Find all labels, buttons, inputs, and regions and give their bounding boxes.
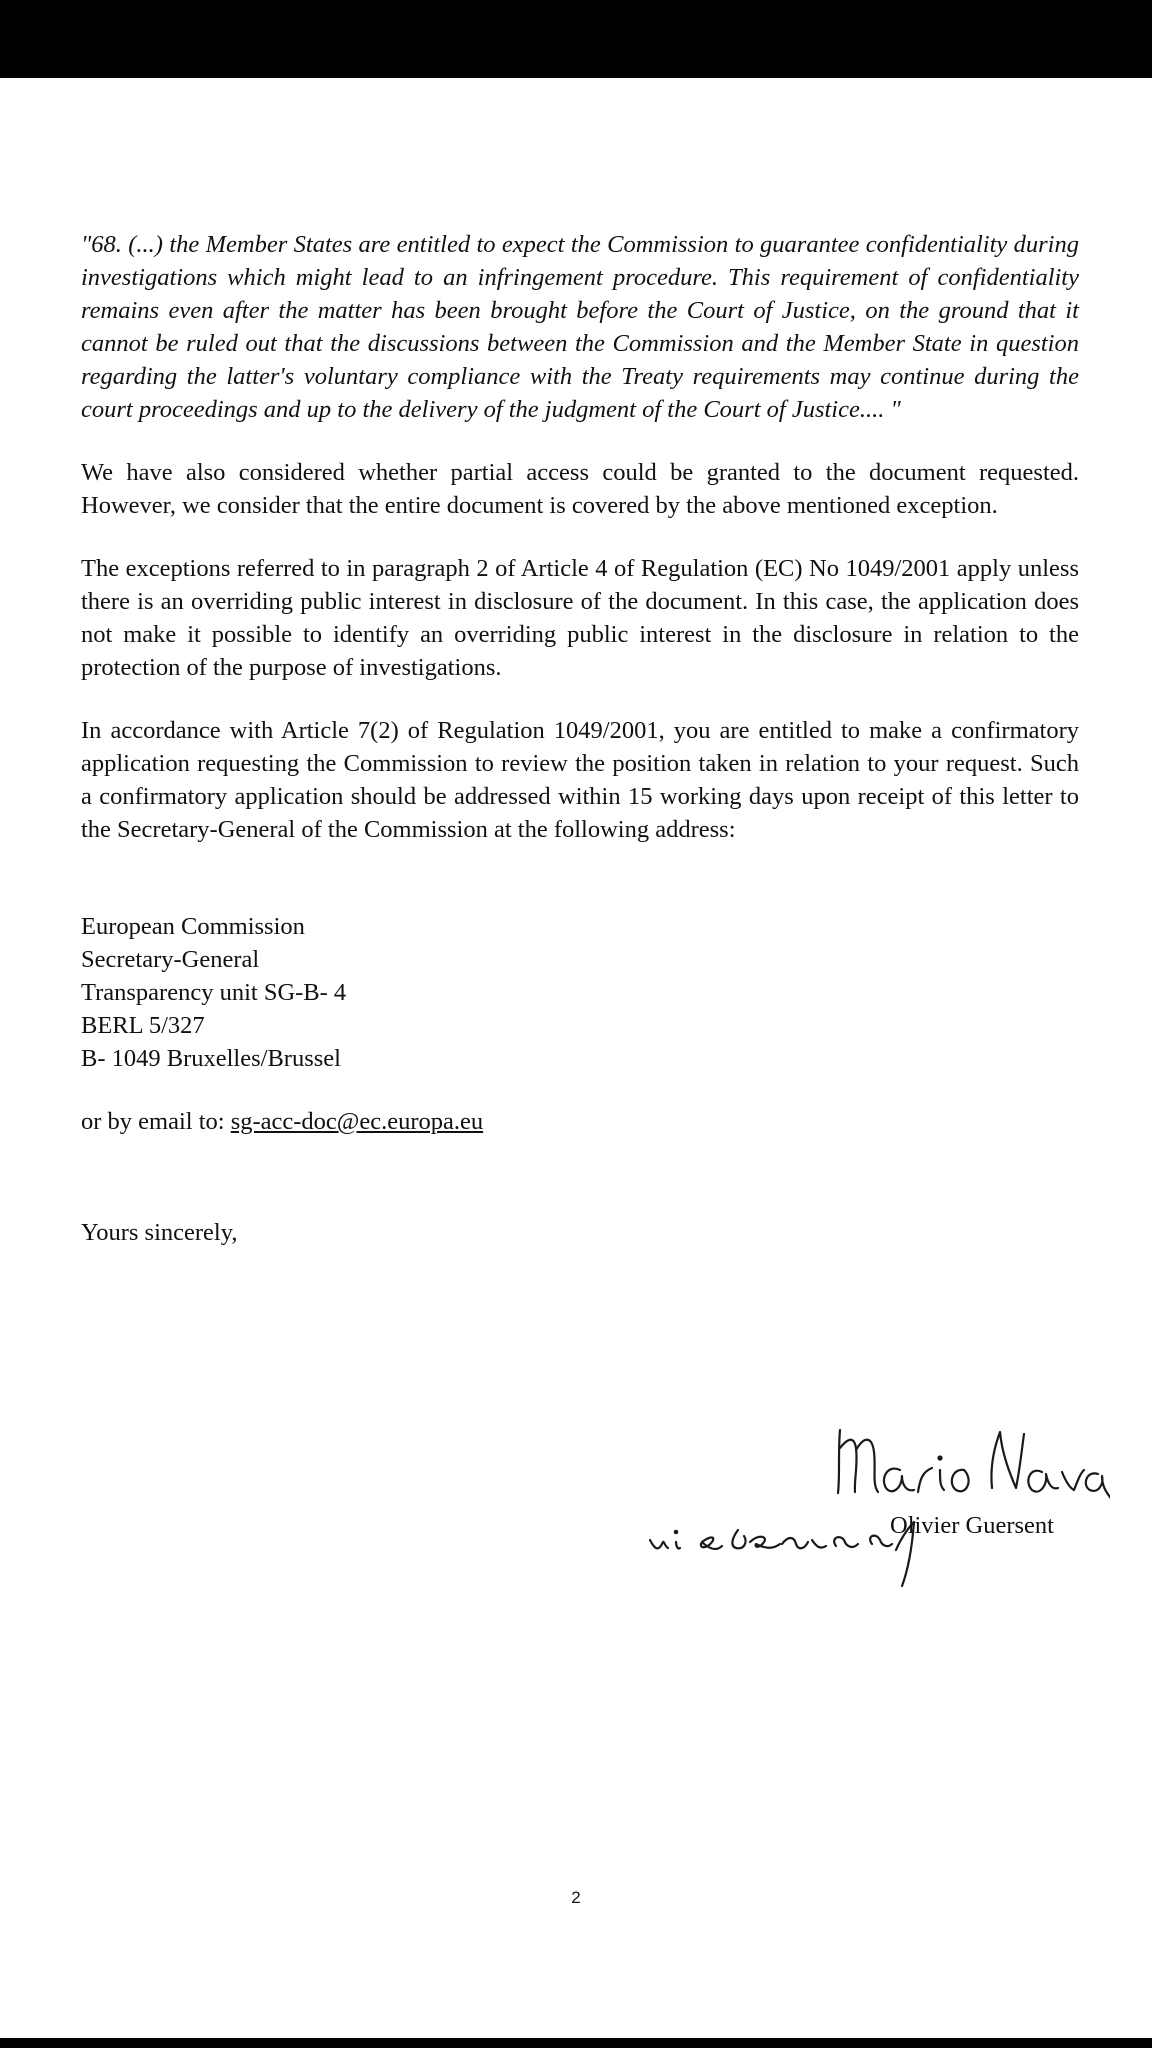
letter-body bbox=[81, 228, 1079, 1249]
address-line: B- 1049 Bruxelles/Brussel bbox=[81, 1045, 341, 1072]
signer-name: Olivier Guersent bbox=[890, 1512, 1054, 1539]
address-line: BERL 5/327 bbox=[81, 1012, 205, 1039]
postal-address bbox=[81, 910, 1079, 1075]
closing-salutation: Yours sincerely, bbox=[81, 1219, 238, 1246]
scan-top-border bbox=[0, 0, 1152, 78]
address-line: European Commission bbox=[81, 913, 305, 940]
quoted-judgment-paragraph: "68. (...) the Member States are entitled to expect the Commission to guarantee confidentiality during investigations which might lead to an infringement procedure. This requirement of confidentiality remains even after the matter has been brought before the Court of Justice, on the ground that it cannot be ruled out that the discussions between the Commission and the Member State in question regarding the latter's voluntary compliance with the Treaty requirements may continue during the court proceedings and up to the delivery of the judgment of the Court of Justice.... " bbox=[81, 231, 1079, 423]
paragraph-confirmatory-application: In accordance with Article 7(2) of Regulation 1049/2001, you are entitled to make a confirmatory application requesting the Commission to review the position taken in relation to your request. Such a confirmatory application should be addressed within 15 working days upon receipt of this letter to the Secretary-General of the Commission at the following address: bbox=[81, 717, 1079, 843]
email-prefix: or by email to: bbox=[81, 1108, 231, 1135]
address-line: Transparency unit SG-B- 4 bbox=[81, 979, 347, 1006]
page-number: 2 bbox=[571, 1888, 581, 1907]
paragraph-public-interest: The exceptions referred to in paragraph 2 of Article 4 of Regulation (EC) No 1049/2001 apply unless there is an overriding public interest in disclosure of the document. In this case, the application does not make it possible to identify an overriding public interest in the disclosure in relation to the protection of the purpose of investigations. bbox=[81, 555, 1079, 681]
email-link[interactable]: sg-acc-doc@ec.europa.eu bbox=[230, 1108, 484, 1135]
scan-bottom-border bbox=[0, 2038, 1152, 2048]
paragraph-partial-access: We have also considered whether partial access could be granted to the document requested. However, we consider that the entire document is covered by the above mentioned exception. bbox=[81, 459, 1079, 519]
email-line bbox=[81, 1105, 1079, 1138]
address-line: Secretary-General bbox=[81, 946, 260, 973]
handwritten-signature bbox=[640, 1418, 1110, 1588]
